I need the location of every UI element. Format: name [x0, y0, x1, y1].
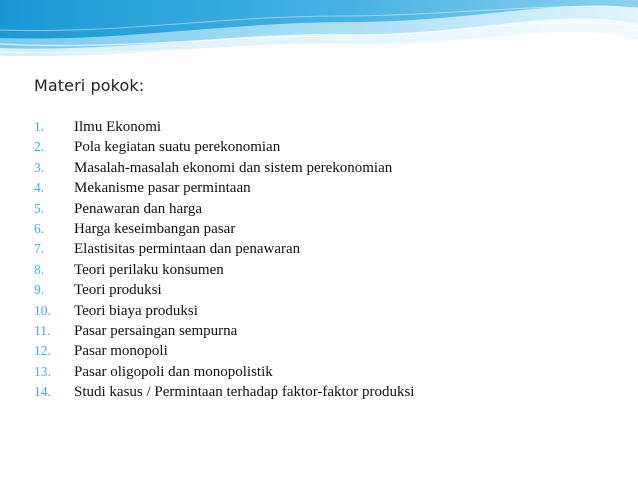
list-item	[34, 117, 414, 137]
list-item-label: Pasar oligopoli dan monopolistik	[74, 363, 273, 380]
list-item-label: Studi kasus / Permintaan terhadap faktor-faktor produksi	[74, 384, 415, 401]
list-item	[34, 382, 414, 402]
list-item-number: 1.	[34, 119, 45, 134]
list-item-label: Penawaran dan harga	[74, 200, 202, 217]
list-item	[34, 321, 414, 341]
list-item-number: 7.	[34, 241, 45, 257]
list-item-label: Teori biaya produksi	[74, 302, 198, 319]
list-item	[34, 178, 414, 198]
list-item-number: 9.	[34, 282, 45, 298]
list-item	[34, 158, 414, 178]
list-item	[34, 301, 414, 321]
list-item-number: 4.	[34, 180, 45, 196]
list-item-number: 2.	[34, 139, 45, 155]
header-wave-banner	[0, 0, 638, 62]
list-item-label: Harga keseimbangan pasar	[74, 220, 236, 237]
topic-list	[34, 117, 414, 402]
list-item-number: 12.	[34, 343, 51, 359]
list-item-number: 5.	[34, 200, 45, 216]
list-item-number: 10.	[34, 302, 51, 318]
list-item	[34, 239, 414, 259]
list-item-label: Pasar monopoli	[74, 343, 168, 360]
list-item-label: Teori produksi	[74, 282, 162, 299]
list-item-label: Ilmu Ekonomi	[74, 119, 162, 135]
slide-heading: Materi pokok:	[34, 76, 145, 95]
list-item-number: 14.	[34, 384, 51, 400]
list-item-label: Pola kegiatan suatu perekonomian	[74, 139, 281, 156]
list-item	[34, 341, 414, 361]
list-item-number: 11.	[34, 322, 51, 338]
list-item-label: Pasar persaingan sempurna	[74, 322, 238, 339]
list-item-number: 8.	[34, 261, 45, 277]
list-item-label: Mekanisme pasar permintaan	[74, 180, 251, 197]
list-item	[34, 260, 414, 280]
list-item	[34, 362, 414, 382]
list-item	[34, 219, 414, 239]
list-item	[34, 199, 414, 219]
list-item	[34, 137, 414, 157]
list-item	[34, 280, 414, 300]
list-item-label: Teori perilaku konsumen	[74, 261, 224, 278]
list-item-number: 6.	[34, 220, 45, 236]
list-item-label: Elastisitas permintaan dan penawaran	[74, 241, 301, 258]
list-item-number: 13.	[34, 363, 51, 379]
list-item-label: Masalah-masalah ekonomi dan sistem perekonomian	[74, 159, 393, 176]
list-item-number: 3.	[34, 159, 45, 175]
